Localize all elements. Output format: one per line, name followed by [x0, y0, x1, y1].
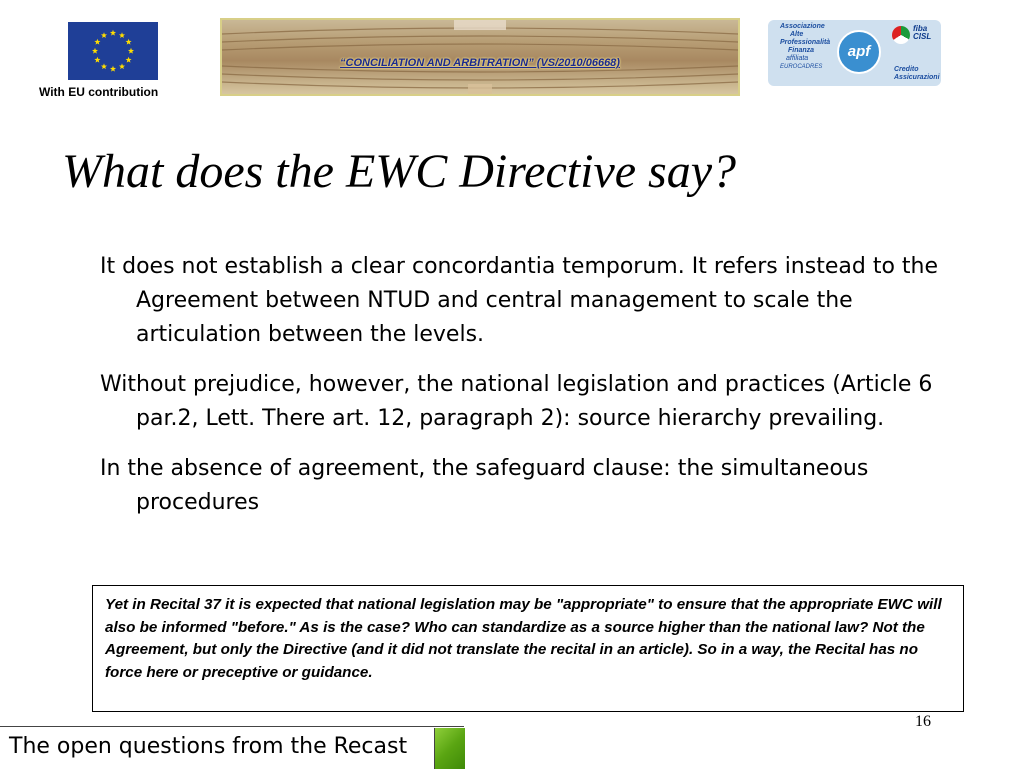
logo-right-bottom-text: Credito Assicurazioni	[894, 66, 940, 81]
apf-fiba-cisl-logo	[768, 20, 941, 86]
eu-stars-icon	[68, 22, 158, 80]
eu-flag-logo	[68, 22, 158, 80]
project-title: “CONCILIATION AND ARBITRATION” (VS/2010/06668)	[340, 57, 620, 69]
page-number: 16	[915, 713, 931, 730]
bullet-item: It does not establish a clear concordantia temporum. It refers instead to the Agreement between NTUD and central management to scale the articulation between the levels.	[100, 254, 938, 347]
eu-star-icon	[110, 30, 116, 36]
eu-star-icon	[110, 66, 116, 72]
footer-accent-square	[434, 728, 465, 769]
eu-star-icon	[94, 39, 100, 45]
eu-star-icon	[94, 57, 100, 63]
footer-bar	[0, 726, 464, 768]
bullet-list	[100, 250, 940, 536]
bullet-item: Without prejudice, however, the national legislation and practices (Article 6 par.2, Lett. There art. 12, paragraph 2): source hierarchy prevailing.	[100, 372, 933, 431]
recital-callout-box: Yet in Recital 37 it is expected that national legislation may be "appropriate" to ensure that the appropriate EWC will also be informed "before." As is the case? Who can standardize as a source higher than the national law? Not the Agreement, but only the Directive (and it did not translate the recital in an article). So in a way, the Recital has no force here or preceptive or guidance.	[92, 585, 964, 712]
eu-star-icon	[92, 48, 98, 54]
apf-circle-icon: apf	[837, 30, 881, 74]
logo-left-text: Associazione Alte Professionalità Finanza affiliata EUROCADRES	[780, 23, 831, 70]
eu-star-icon	[119, 63, 125, 69]
bullet-item: In the absence of agreement, the safeguard clause: the simultaneous procedures	[100, 456, 869, 515]
logo-right-top-text: fiba CISL	[913, 24, 932, 41]
eu-star-icon	[101, 63, 107, 69]
slide-title: What does the EWC Directive say?	[62, 145, 737, 198]
parliament-banner-image	[220, 18, 740, 96]
eu-star-icon	[119, 32, 125, 38]
eu-star-icon	[128, 48, 134, 54]
eu-contribution-caption: With EU contribution	[39, 85, 159, 99]
eu-star-icon	[126, 39, 132, 45]
eu-star-icon	[126, 57, 132, 63]
eu-star-icon	[101, 32, 107, 38]
fiba-cisl-mark-icon	[892, 26, 910, 44]
footer-section-label: The open questions from the Recast	[9, 734, 408, 759]
